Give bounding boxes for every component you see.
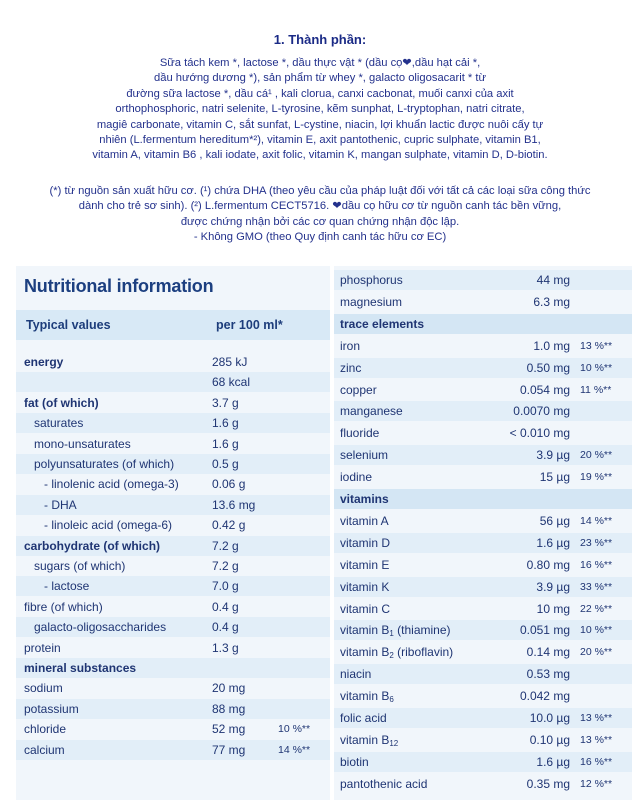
nutrient-value: 0.06 g	[212, 477, 246, 491]
nutrient-value: 285 kJ	[212, 355, 248, 369]
nutrient-value: 77 mg	[212, 743, 246, 757]
nutrient-label-text: fluoride	[340, 426, 380, 440]
nutrient-label: sodium	[24, 681, 63, 695]
nutrient-row	[334, 533, 632, 553]
nutrient-percent: 16 %**	[580, 559, 613, 571]
nutrient-value: < 0.010 mg	[509, 426, 570, 440]
nutrient-label: protein	[24, 641, 61, 655]
nutrient-label	[340, 555, 389, 575]
nutrient-row	[16, 678, 330, 698]
nutrient-value: 1.6 µg	[536, 536, 570, 550]
nutrient-label: galacto-oligosaccharides	[34, 620, 167, 634]
nutrient-label-text: vitamin K	[340, 580, 390, 594]
nutrient-label-subscript: 1	[389, 629, 394, 638]
nutrient-label: saturates	[34, 416, 84, 430]
nutrient-label	[340, 511, 389, 531]
nutrient-value: 20 mg	[212, 681, 246, 695]
nutrient-label	[340, 467, 372, 487]
nutrient-label-text: iodine	[340, 470, 373, 484]
nutrient-value: 0.042 mg	[519, 689, 570, 703]
nutrient-value: 52 mg	[212, 722, 246, 736]
nutrient-row	[334, 292, 632, 312]
nutrient-label	[340, 314, 424, 334]
nutrient-label-subscript: 6	[389, 695, 394, 704]
nutrient-label-text: manganese	[340, 404, 403, 418]
nutrient-value: 56 µg	[539, 514, 570, 528]
nutrient-label-text: folic acid	[340, 711, 387, 725]
nutrient-label	[340, 358, 361, 378]
nutrition-panel-right	[334, 266, 632, 800]
nutrient-value: 3.7 g	[212, 396, 239, 410]
nutrient-label: chloride	[24, 722, 67, 736]
nutrient-label-text: vitamin B	[340, 689, 390, 703]
nutrition-panel-left	[16, 266, 330, 800]
nutrient-label	[340, 708, 387, 728]
ingredients-text	[14, 56, 626, 164]
nutrient-percent: 16 %**	[580, 756, 613, 768]
nutrient-row	[16, 413, 330, 433]
nutrient-label-text: vitamin D	[340, 536, 391, 550]
nutrient-label: - linoleic acid (omega-6)	[44, 518, 173, 532]
nutrient-percent: 19 %**	[580, 471, 613, 483]
nutrient-label	[340, 380, 377, 400]
nutrient-label	[340, 577, 389, 597]
nutrient-percent: 10 %**	[580, 624, 613, 636]
nutrient-label-text: trace elements	[340, 317, 425, 331]
nutrient-row	[334, 730, 632, 750]
nutrient-value: 0.4 g	[212, 620, 239, 634]
nutrient-value: 0.5 g	[212, 457, 239, 471]
nutrient-label: mono-unsaturates	[34, 437, 131, 451]
nutrient-value: 7.0 g	[212, 579, 239, 593]
nutrition-table-photo	[0, 262, 640, 800]
nutrient-percent: 11 %**	[580, 384, 612, 396]
nutrient-value: 0.051 mg	[519, 623, 570, 637]
nutrient-label-text: vitamin B	[340, 623, 390, 637]
nutrient-row	[334, 555, 632, 575]
nutrient-label: polyunsaturates (of which)	[34, 457, 175, 471]
nutrient-row	[16, 556, 330, 576]
nutrient-percent: 20 %**	[580, 449, 613, 461]
nutrient-label	[340, 533, 390, 553]
nutrient-row	[334, 511, 632, 531]
nutrient-row	[16, 699, 330, 719]
nutrient-value: 0.42 g	[212, 518, 246, 532]
nutrient-value: 7.2 g	[212, 559, 239, 573]
nutrient-row	[334, 401, 632, 421]
nutrient-label: mineral substances	[24, 661, 137, 675]
nutrient-label	[340, 752, 369, 772]
nutrient-row	[16, 536, 330, 556]
nutrient-percent: 12 %**	[580, 778, 613, 790]
nutrient-label	[340, 489, 389, 509]
nutrient-label-text: vitamin B	[340, 733, 390, 747]
nutrient-value: 3.9 µg	[536, 448, 570, 462]
nutrient-row	[334, 752, 632, 772]
nutrient-value: 88 mg	[212, 702, 246, 716]
nutrient-label-text: zinc	[340, 361, 362, 375]
nutrient-row	[334, 380, 632, 400]
nutrient-percent: 13 %**	[580, 340, 613, 352]
nutrient-label-text: phosphorus	[340, 273, 403, 287]
nutrient-label: fat (of which)	[24, 396, 99, 410]
nutrient-label	[340, 336, 360, 356]
nutrient-row	[334, 358, 632, 378]
nutrient-percent: 22 %**	[580, 603, 613, 615]
nutrient-row	[16, 474, 330, 494]
nutrient-value: 0.35 mg	[526, 777, 570, 791]
nutrient-value: 0.50 mg	[526, 361, 570, 375]
nutrient-label: - lactose	[44, 579, 90, 593]
nutrient-label-subscript: 12	[389, 739, 399, 748]
nutrient-row	[334, 664, 632, 684]
nutrient-label	[340, 642, 453, 666]
ingredients-section	[0, 0, 640, 262]
nutrient-percent: 10 %**	[580, 362, 613, 374]
footnote-line: dành cho trẻ sơ sinh). (²) L.fermentum CECT5716. ❤dầu cọ hữu cơ từ nguồn canh tác bền vững,	[78, 200, 562, 213]
nutrient-label	[340, 445, 388, 465]
nutrient-row	[334, 599, 632, 619]
nutrient-label: carbohydrate (of which)	[24, 539, 161, 553]
nutrient-label	[340, 270, 403, 290]
nutrient-row	[16, 352, 330, 372]
header-typical-values: Typical values	[26, 318, 111, 332]
nutrient-row	[16, 719, 330, 739]
nutrient-value: 1.0 mg	[533, 339, 570, 353]
nutrient-label-text: vitamin A	[340, 514, 389, 528]
nutrient-percent: 23 %**	[580, 537, 613, 549]
nutrient-row	[334, 314, 632, 334]
nutrient-value: 0.0070 mg	[513, 404, 570, 418]
header-per-100ml: per 100 ml*	[216, 318, 283, 332]
nutrient-label-text: iron	[340, 339, 361, 353]
nutrient-row	[16, 393, 330, 413]
nutrient-label-text: niacin	[340, 667, 372, 681]
nutrient-row	[16, 597, 330, 617]
nutrient-label-subscript: 2	[389, 651, 394, 660]
nutrient-value: 10 mg	[536, 602, 570, 616]
nutrient-percent: 20 %**	[580, 646, 613, 658]
nutrient-row	[16, 576, 330, 596]
nutrient-row	[16, 515, 330, 535]
nutrient-row	[16, 372, 330, 392]
nutrient-percent: 13 %**	[580, 734, 613, 746]
nutrient-label-text: selenium	[340, 448, 389, 462]
nutrient-row	[334, 642, 632, 662]
nutrient-percent: 10 %**	[278, 723, 311, 735]
nutrient-row	[334, 423, 632, 443]
nutrient-label	[340, 730, 398, 754]
nutrient-label: energy	[24, 355, 64, 369]
nutrient-value: 0.53 mg	[526, 667, 570, 681]
nutrient-row	[334, 445, 632, 465]
nutrient-percent: 14 %**	[278, 744, 311, 756]
nutrient-label: fibre (of which)	[24, 600, 103, 614]
nutrient-value: 0.4 g	[212, 600, 239, 614]
nutrient-value: 68 kcal	[212, 375, 251, 389]
footnote-line: - Không GMO (theo Quy định canh tác hữu cơ EC)	[193, 231, 447, 244]
nutrient-value: 1.3 g	[212, 641, 239, 655]
ingredients-line: Sữa tách kem *, lactose *, dầu thực vật * (dầu cọ❤,dầu hạt cải *,	[159, 57, 481, 69]
nutrient-label	[340, 599, 390, 619]
nutrient-value: 44 mg	[536, 273, 570, 287]
nutrient-row	[16, 740, 330, 760]
nutrient-row	[334, 708, 632, 728]
nutrient-label: calcium	[24, 743, 65, 757]
nutrient-label	[340, 686, 394, 710]
nutrient-label: - DHA	[44, 498, 77, 512]
nutrient-value: 0.054 mg	[519, 383, 570, 397]
nutrient-value: 1.6 g	[212, 437, 239, 451]
ingredients-footnotes	[14, 184, 626, 246]
nutrient-value: 0.14 mg	[526, 645, 570, 659]
nutrient-value: 0.80 mg	[526, 558, 570, 572]
ingredients-line: vitamin A, vitamin B6 , kali iodate, axit folic, vitamin K, mangan sulphate, vitamin D, D-biotin.	[92, 149, 548, 162]
nutrient-label-suffix: (riboflavin)	[393, 645, 454, 659]
nutrient-percent: 33 %**	[580, 581, 613, 593]
nutrient-value: 3.9 µg	[536, 580, 570, 594]
ingredients-title: 1. Thành phần:	[273, 32, 367, 47]
nutrient-label-text: copper	[340, 383, 377, 397]
nutrient-value: 1.6 g	[212, 416, 239, 430]
nutrient-label	[340, 620, 451, 644]
nutrient-value: 13.6 mg	[212, 498, 256, 512]
nutrient-row	[16, 658, 330, 678]
ingredients-line: dầu hướng dương *), sản phẩm từ whey *, galacto oligosacarit * từ	[154, 72, 486, 85]
nutrient-percent: 13 %**	[580, 712, 613, 724]
nutrient-label: - linolenic acid (omega-3)	[44, 477, 179, 491]
footnote-line: được chứng nhận bởi các cơ quan chứng nhận độc lập.	[180, 215, 460, 228]
nutrient-row	[334, 336, 632, 356]
nutrient-value: 0.10 µg	[529, 733, 570, 747]
nutrient-label: potassium	[24, 702, 79, 716]
nutrient-label: sugars (of which)	[34, 559, 126, 573]
nutrient-label	[340, 292, 402, 312]
nutrient-row	[334, 467, 632, 487]
nutrition-title: Nutritional information	[24, 276, 214, 296]
nutrient-label-suffix: (thiamine)	[393, 623, 451, 637]
nutrient-percent: 14 %**	[580, 515, 613, 527]
nutrient-row	[334, 686, 632, 706]
nutrient-label-text: pantothenic acid	[340, 777, 428, 791]
nutrient-label	[340, 774, 427, 794]
ingredients-line: magiê carbonate, vitamin C, sắt sunfat, L-cystine, niacin, lợi khuẩn lactic được nuôi cấy tự	[96, 118, 544, 131]
nutrient-row	[334, 577, 632, 597]
nutrient-label-text: vitamin C	[340, 602, 391, 616]
nutrient-value: 10.0 µg	[529, 711, 570, 725]
ingredients-line: đường sữa lactose *, dầu cá¹ , kali clorua, canxi cacbonat, muối canxi của axit	[126, 87, 514, 100]
nutrient-row	[334, 270, 632, 290]
footnote-line: (*) từ nguồn sản xuất hữu cơ. (¹) chứa DHA (theo yêu cầu của pháp luật đối với tất cả các loại sữa công thức	[49, 185, 591, 197]
nutrient-row	[16, 454, 330, 474]
nutrient-row	[16, 617, 330, 637]
ingredients-line: nhiên (L.fermentum hereditum*²), vitamin E, axit pantothenic, cupric sulphate, vitamin B1,	[99, 134, 541, 147]
nutrient-row	[16, 638, 330, 658]
nutrient-value: 1.6 µg	[536, 755, 570, 769]
nutrient-row	[334, 489, 632, 509]
nutrient-value: 7.2 g	[212, 539, 239, 553]
nutrient-label-text: magnesium	[340, 295, 403, 309]
nutrient-row	[16, 495, 330, 515]
nutrient-label	[340, 664, 371, 684]
nutrient-row	[334, 774, 632, 794]
nutrient-label-text: vitamin B	[340, 645, 390, 659]
ingredients-line: orthophosphoric, natri selenite, L-tyrosine, kẽm sunphat, L-tryptophan, natri citrate,	[115, 103, 525, 116]
nutrient-label	[340, 401, 403, 421]
nutrient-label-text: vitamin E	[340, 558, 390, 572]
nutrient-label-text: biotin	[340, 755, 369, 769]
nutrient-row	[334, 620, 632, 640]
nutrient-label	[340, 423, 379, 443]
nutrient-label-text: vitamins	[340, 492, 389, 506]
nutrient-value: 6.3 mg	[533, 295, 570, 309]
nutrient-row	[16, 434, 330, 454]
nutrient-value: 15 µg	[539, 470, 570, 484]
